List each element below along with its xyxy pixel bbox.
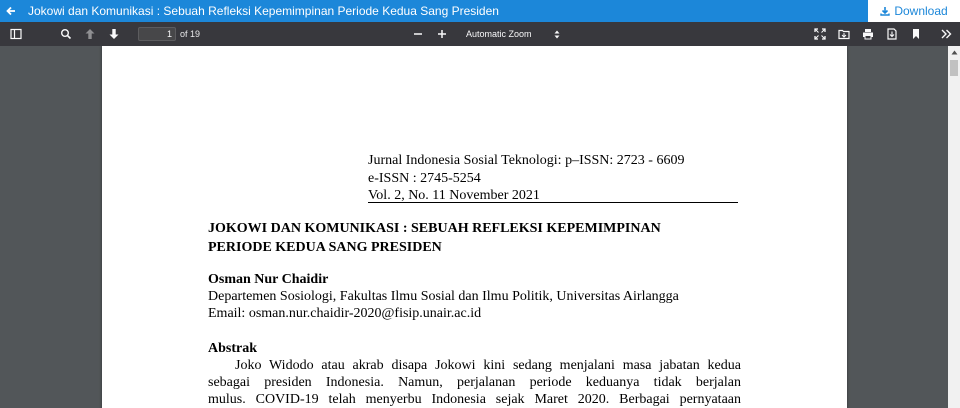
next-page-button[interactable] [102, 22, 126, 46]
author-affiliation: Departemen Sosiologi, Fakultas Ilmu Sosial dan Ilmu Politik, Universitas Airlangga [208, 289, 679, 304]
search-icon [60, 28, 72, 40]
bookmark-icon [910, 28, 922, 40]
double-chevron-right-icon [940, 28, 952, 40]
title-bar [0, 0, 960, 22]
journal-rule [368, 202, 738, 203]
document-title: Jokowi dan Komunikasi : Sebuah Refleksi Kepemimpinan Periode Kedua Sang Presiden [28, 4, 499, 18]
paper-title [208, 220, 661, 257]
arrow-down-icon [108, 28, 120, 40]
zoom-select[interactable] [460, 26, 564, 42]
secondary-tools [808, 22, 958, 46]
author-name: Osman Nur Chaidir [208, 272, 329, 287]
previous-page-button[interactable] [78, 22, 102, 46]
sidebar-toggle-button[interactable] [4, 22, 28, 46]
abstract-heading: Abstrak [208, 341, 258, 356]
scroll-up-icon [951, 50, 958, 55]
open-file-button[interactable] [832, 22, 856, 46]
pdf-page [102, 46, 847, 408]
page-count: of 19 [180, 29, 201, 39]
sidebar-icon [10, 28, 22, 40]
folder-open-icon [838, 28, 850, 40]
download-button[interactable] [868, 0, 960, 22]
page-number-input[interactable]: 1 [138, 27, 176, 41]
printer-icon [862, 28, 874, 40]
abstract-line: Joko Widodo atau akrab disapa Jokowi kini sedang menjalani masa jabatan kedua [235, 358, 741, 373]
arrow-up-icon [84, 28, 96, 40]
abstract-line: sebagai presiden Indonesia. Namun, perjalanan periode keduanya tidak berjalan [208, 375, 741, 390]
minus-icon [413, 29, 423, 39]
plus-icon [437, 29, 447, 39]
zoom-controls [406, 22, 564, 46]
save-button[interactable] [880, 22, 904, 46]
bookmark-button[interactable] [904, 22, 928, 46]
journal-eissn-line: e-ISSN : 2745-5254 [368, 170, 481, 186]
journal-issn-line: Jurnal Indonesia Sosial Teknologi: p–ISSN: 2723 - 6609 [368, 153, 685, 168]
zoom-select-value: Automatic Zoom [466, 29, 532, 39]
presentation-mode-button[interactable] [808, 22, 832, 46]
print-button[interactable] [856, 22, 880, 46]
download-icon [880, 6, 890, 16]
journal-volume-line: Vol. 2, No. 11 November 2021 [368, 188, 540, 203]
zoom-out-button[interactable] [406, 22, 430, 46]
find-button[interactable] [54, 22, 78, 46]
fullscreen-icon [814, 28, 826, 40]
download-label: Download [894, 4, 948, 18]
scrollbar-thumb[interactable] [950, 60, 958, 76]
updown-arrows-icon [554, 30, 560, 39]
pdf-toolbar [0, 22, 960, 46]
document-viewer[interactable] [0, 46, 948, 408]
paper-title-line: PERIODE KEDUA SANG PRESIDEN [208, 239, 442, 255]
zoom-in-button[interactable] [430, 22, 454, 46]
arrow-left-icon [5, 5, 17, 17]
paper-title-line: JOKOWI DAN KOMUNIKASI : SEBUAH REFLEKSI KEPEMIMPINAN [208, 221, 661, 236]
vertical-scrollbar[interactable] [948, 46, 960, 408]
abstract-line: mulus. COVID-19 telah menyerbu Indonesia sejak Maret 2020. Berbagai pernyataan [208, 392, 741, 407]
scroll-up-button[interactable] [948, 46, 960, 58]
author-email: Email: osman.nur.chaidir-2020@fisip.unair.ac.id [208, 306, 482, 321]
save-download-icon [886, 28, 898, 40]
back-button[interactable] [0, 0, 22, 22]
tools-menu-button[interactable] [934, 22, 958, 46]
